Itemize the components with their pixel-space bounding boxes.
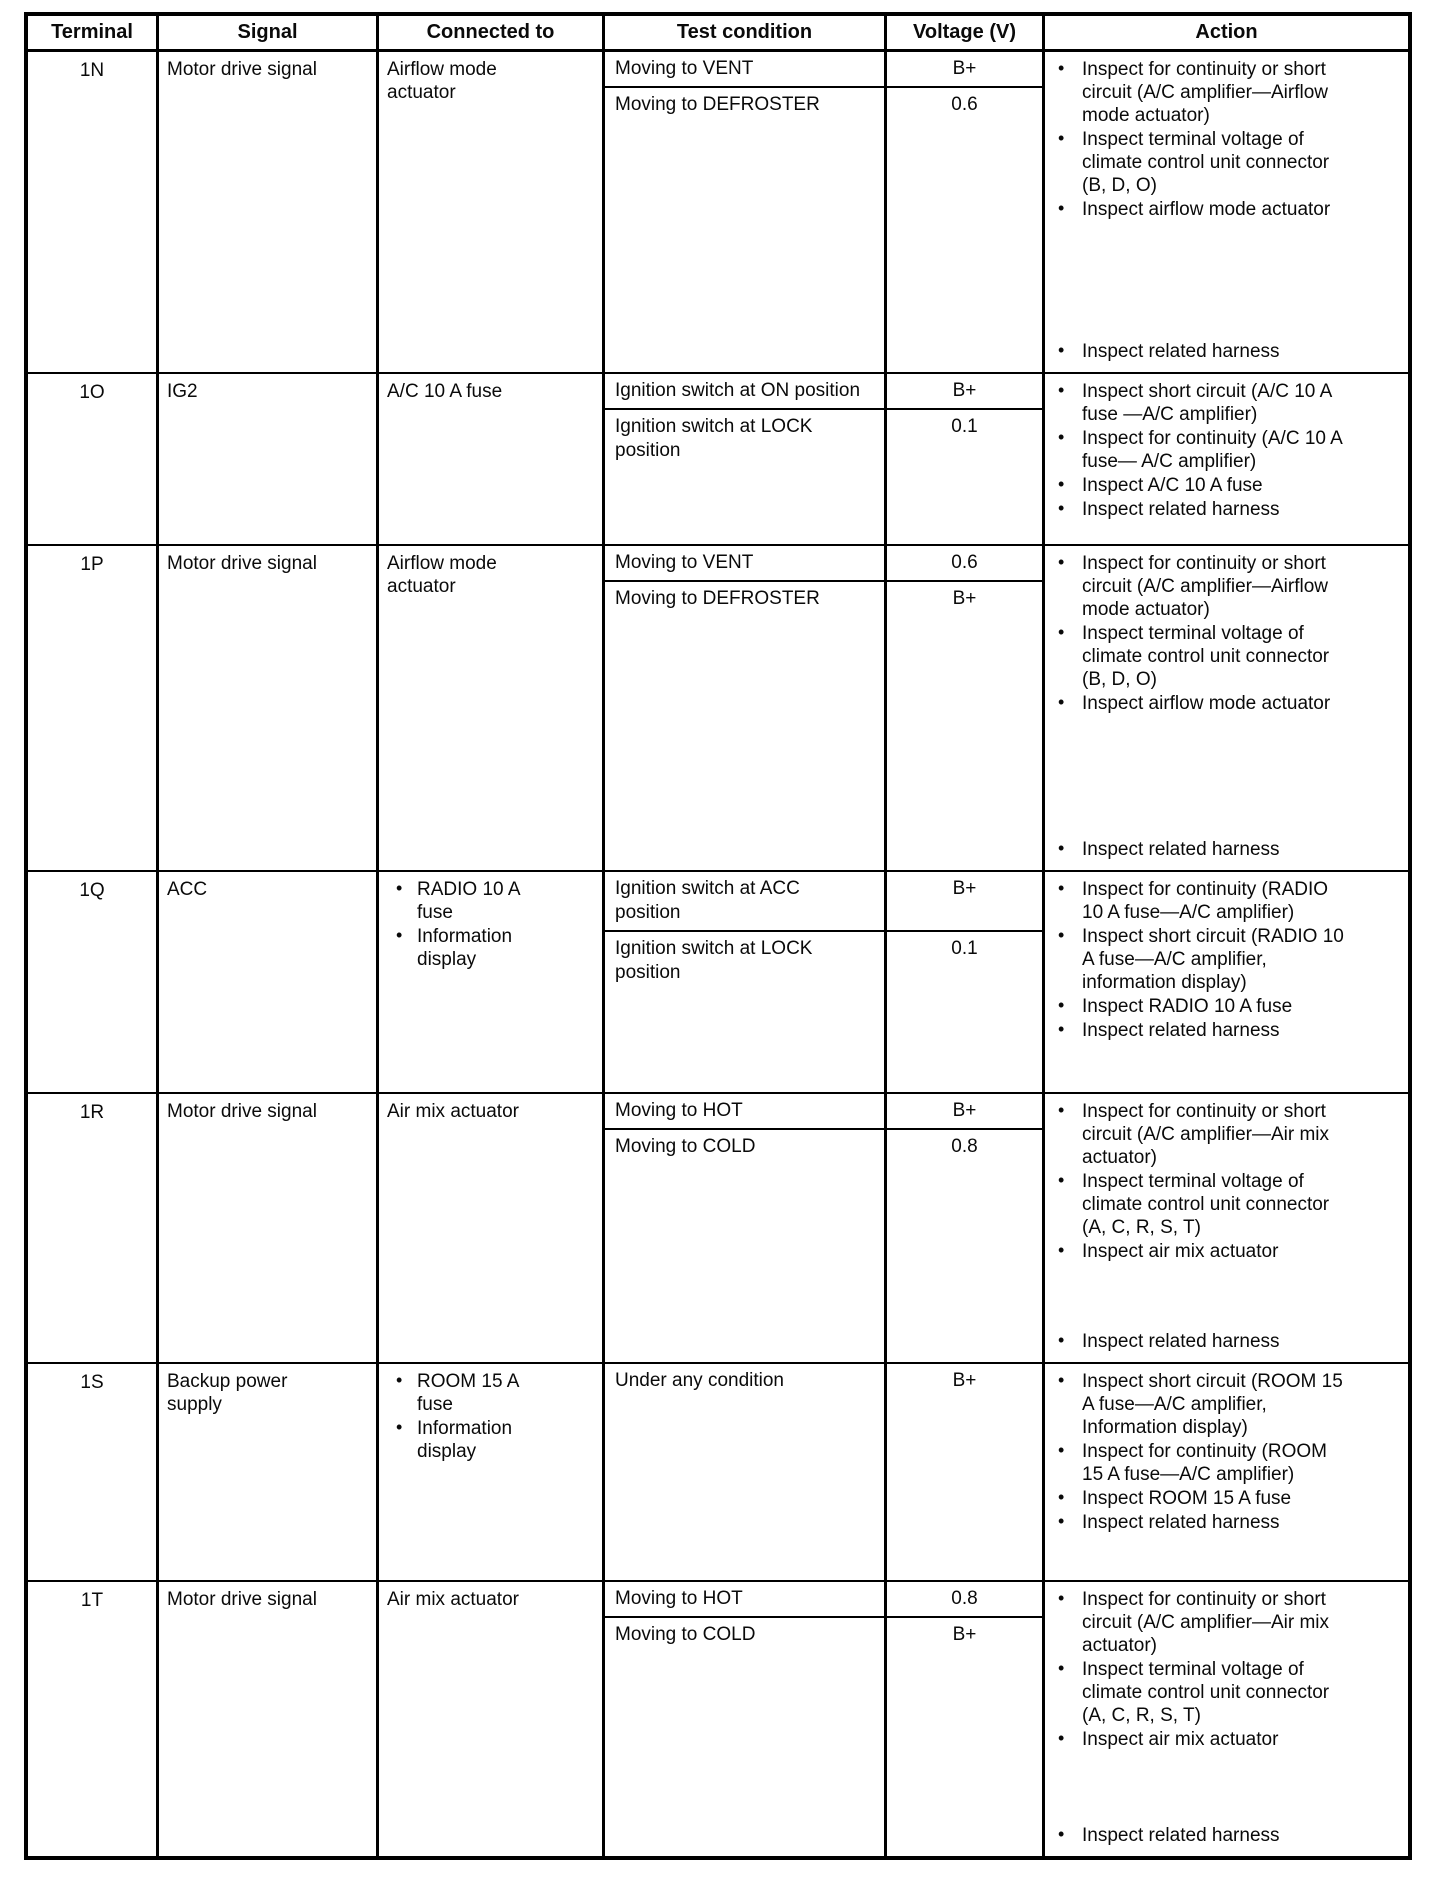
action-item <box>1045 128 1353 197</box>
action-item <box>1045 198 1353 221</box>
test-condition-cell: Moving to HOT <box>605 1582 887 1616</box>
test-condition-cell: Moving to VENT <box>605 546 887 580</box>
test-voltage-group <box>605 1364 1045 1580</box>
condition-subrow <box>605 932 1042 1092</box>
header-signal: Signal <box>159 16 379 49</box>
action-item <box>1045 1728 1353 1751</box>
action-list <box>1045 1588 1408 1752</box>
test-voltage-group <box>605 1094 1045 1362</box>
bullet-icon: • <box>1058 1019 1065 1039</box>
spacer <box>1045 716 1408 838</box>
header-action: Action <box>1195 21 1258 43</box>
action-list <box>1045 878 1408 1043</box>
action-cell <box>1045 1364 1408 1580</box>
bullet-icon: • <box>1058 474 1065 494</box>
bullet-icon: • <box>1058 498 1065 518</box>
action-item <box>1045 1487 1353 1510</box>
table-row <box>28 1582 1408 1856</box>
condition-subrow <box>605 1582 1042 1618</box>
terminal-cell: 1R <box>28 1094 159 1362</box>
action-list <box>1045 380 1408 522</box>
action-list <box>1045 58 1408 222</box>
table-header-row <box>28 16 1408 52</box>
action-item <box>1045 878 1353 924</box>
header-terminal: Terminal <box>28 16 159 49</box>
bullet-icon: • <box>1058 692 1065 712</box>
condition-subrow <box>605 1618 1042 1856</box>
signal-cell <box>159 872 379 1092</box>
connected-label: Airflow mode actuator <box>387 553 497 597</box>
bullet-icon: • <box>1058 622 1065 642</box>
voltage-cell: 0.8 <box>951 1136 978 1157</box>
bullet-icon: • <box>1058 1100 1065 1120</box>
action-item <box>1045 1019 1353 1042</box>
signal-label: Motor drive signal <box>167 1101 317 1122</box>
test-voltage-group <box>605 1582 1045 1856</box>
action-list <box>1045 552 1408 716</box>
action-item <box>1045 1658 1353 1727</box>
signal-cell <box>159 1364 379 1580</box>
action-list-bottom <box>1045 1330 1408 1354</box>
action-item-text: Inspect for continuity or short circuit (A/C amplifier—Air mix actuator) <box>1082 1589 1330 1656</box>
test-condition-cell: Moving to COLD <box>605 1618 887 1856</box>
voltage-cell: B+ <box>952 58 977 79</box>
test-condition-cell: Moving to VENT <box>605 52 887 86</box>
action-item <box>1045 1100 1353 1169</box>
signal-cell <box>159 52 379 372</box>
action-item-text: Inspect related harness <box>1082 341 1280 362</box>
voltage-cell: 0.6 <box>951 94 978 115</box>
condition-subrow <box>605 1364 1042 1580</box>
action-item-text: Inspect ROOM 15 A fuse <box>1082 1488 1292 1509</box>
condition-subrow <box>605 872 1042 932</box>
terminal-voltage-table <box>24 12 1412 1860</box>
condition-subrow <box>605 88 1042 372</box>
action-item <box>1045 1588 1353 1657</box>
action-item-text: Inspect related harness <box>1082 1825 1280 1846</box>
voltage-cell: B+ <box>952 588 977 609</box>
terminal-cell: 1P <box>28 546 159 870</box>
action-item-text: Inspect related harness <box>1082 1020 1280 1041</box>
signal-cell <box>159 1582 379 1856</box>
action-list-bottom <box>1045 838 1408 862</box>
action-item-text: Inspect for continuity or short circuit (A/C amplifier—Airflow mode actuator) <box>1082 553 1328 620</box>
action-item-text: Inspect for continuity (A/C 10 A fuse— A/C amplifier) <box>1082 428 1342 472</box>
bullet-icon: • <box>1058 1370 1065 1390</box>
terminal-cell: 1O <box>28 374 159 544</box>
terminal-cell: 1N <box>28 52 159 372</box>
action-item-text: Inspect air mix actuator <box>1082 1729 1279 1750</box>
bullet-icon: • <box>396 925 403 945</box>
condition-subrow <box>605 374 1042 410</box>
bullet-icon: • <box>1058 58 1065 78</box>
action-item <box>1045 1330 1353 1353</box>
test-voltage-group <box>605 872 1045 1092</box>
test-condition-cell: Under any condition <box>605 1364 887 1580</box>
table-row <box>28 374 1408 546</box>
action-item-text: Inspect terminal voltage of climate control unit connector (B, D, O) <box>1082 129 1330 196</box>
action-item-text: Inspect related harness <box>1082 499 1280 520</box>
action-item <box>1045 474 1353 497</box>
terminal-cell: 1Q <box>28 872 159 1092</box>
test-condition-cell: Ignition switch at LOCK position <box>605 932 887 1092</box>
voltage-cell: 0.1 <box>951 416 978 437</box>
action-item <box>1045 692 1353 715</box>
action-item <box>1045 1170 1353 1239</box>
action-item-text: Inspect related harness <box>1082 1512 1280 1533</box>
bullet-icon: • <box>1058 1440 1065 1460</box>
bullet-icon: • <box>1058 1511 1065 1531</box>
action-item-text: Inspect terminal voltage of climate control unit connector (B, D, O) <box>1082 623 1330 690</box>
condition-subrow <box>605 1130 1042 1362</box>
action-item-text: Inspect RADIO 10 A fuse <box>1082 996 1293 1017</box>
signal-cell <box>159 374 379 544</box>
action-item <box>1045 340 1353 363</box>
action-item-text: Inspect short circuit (ROOM 15 A fuse—A/C amplifier, Information display) <box>1082 1371 1343 1438</box>
test-voltage-group <box>605 52 1045 372</box>
voltage-cell: 0.8 <box>951 1588 978 1609</box>
connected-label: Air mix actuator <box>387 1101 519 1122</box>
action-item-text: Inspect airflow mode actuator <box>1082 199 1331 220</box>
connected-label: Airflow mode actuator <box>387 59 497 103</box>
connected-item <box>387 878 594 924</box>
connected-label: A/C 10 A fuse <box>387 381 503 402</box>
action-item-text: Inspect for continuity or short circuit (A/C amplifier—Air mix actuator) <box>1082 1101 1330 1168</box>
action-item-text: Inspect airflow mode actuator <box>1082 693 1331 714</box>
action-cell <box>1045 546 1408 870</box>
action-item-text: Inspect short circuit (A/C 10 A fuse —A/C amplifier) <box>1082 381 1332 425</box>
signal-label: Motor drive signal <box>167 1589 317 1610</box>
action-cell <box>1045 374 1408 544</box>
action-item-text: Inspect for continuity (RADIO 10 A fuse—A/C amplifier) <box>1082 879 1329 923</box>
test-voltage-group <box>605 374 1045 544</box>
action-item <box>1045 1511 1353 1534</box>
action-item-text: Inspect related harness <box>1082 1331 1280 1352</box>
test-condition-cell: Moving to HOT <box>605 1094 887 1128</box>
test-condition-cell: Ignition switch at ACC position <box>605 872 887 930</box>
action-item-text: Inspect terminal voltage of climate control unit connector (A, C, R, S, T) <box>1082 1171 1330 1238</box>
voltage-cell: B+ <box>952 878 977 899</box>
condition-subrow <box>605 410 1042 544</box>
test-condition-cell: Moving to DEFROSTER <box>605 582 887 870</box>
bullet-icon: • <box>1058 1330 1065 1350</box>
signal-label: Motor drive signal <box>167 59 317 80</box>
table-row <box>28 1364 1408 1582</box>
action-cell <box>1045 52 1408 372</box>
test-condition-cell: Ignition switch at ON position <box>605 374 887 408</box>
action-item-text: Inspect A/C 10 A fuse <box>1082 475 1263 496</box>
test-condition-cell: Ignition switch at LOCK position <box>605 410 887 544</box>
action-list <box>1045 1100 1408 1264</box>
bullet-icon: • <box>1058 995 1065 1015</box>
action-item <box>1045 380 1353 426</box>
voltage-cell: B+ <box>952 1624 977 1645</box>
spacer <box>1045 1752 1408 1824</box>
connected-to-cell <box>379 1094 605 1362</box>
connected-to-cell <box>379 1364 605 1580</box>
action-item <box>1045 498 1353 521</box>
connected-item-text: RADIO 10 A fuse <box>417 879 520 923</box>
spacer <box>1045 1264 1408 1330</box>
action-item <box>1045 1440 1353 1486</box>
bullet-icon: • <box>1058 925 1065 945</box>
bullet-icon: • <box>1058 1487 1065 1507</box>
spacer <box>1045 1043 1408 1084</box>
table-row <box>28 1094 1408 1364</box>
bullet-icon: • <box>1058 1728 1065 1748</box>
voltage-cell: B+ <box>952 1370 977 1391</box>
signal-cell <box>159 546 379 870</box>
table-row <box>28 52 1408 374</box>
condition-subrow <box>605 546 1042 582</box>
bullet-icon: • <box>1058 128 1065 148</box>
spacer <box>1045 522 1408 536</box>
action-item <box>1045 58 1353 127</box>
action-item <box>1045 838 1353 861</box>
header-connected-to: Connected to <box>379 16 605 49</box>
action-list-bottom <box>1045 1824 1408 1848</box>
test-condition-cell: Moving to COLD <box>605 1130 887 1362</box>
voltage-cell: 0.6 <box>951 552 978 573</box>
action-item <box>1045 622 1353 691</box>
table-row <box>28 872 1408 1094</box>
action-item <box>1045 1824 1353 1847</box>
bullet-icon: • <box>1058 1170 1065 1190</box>
connected-item <box>387 1370 594 1416</box>
connected-item-text: Information display <box>417 926 513 970</box>
action-item-text: Inspect air mix actuator <box>1082 1241 1279 1262</box>
action-list-bottom <box>1045 340 1408 364</box>
bullet-icon: • <box>1058 380 1065 400</box>
bullet-icon: • <box>1058 1588 1065 1608</box>
bullet-icon: • <box>396 1370 403 1390</box>
voltage-cell: B+ <box>952 1100 977 1121</box>
action-cell <box>1045 1094 1408 1362</box>
action-item <box>1045 552 1353 621</box>
condition-subrow <box>605 52 1042 88</box>
voltage-cell: B+ <box>952 380 977 401</box>
bullet-icon: • <box>1058 340 1065 360</box>
action-cell <box>1045 872 1408 1092</box>
connected-to-cell <box>379 374 605 544</box>
bullet-icon: • <box>1058 878 1065 898</box>
signal-label: IG2 <box>167 381 198 402</box>
signal-label: ACC <box>167 879 208 900</box>
terminal-cell: 1T <box>28 1582 159 1856</box>
action-item-text: Inspect for continuity or short circuit (A/C amplifier—Airflow mode actuator) <box>1082 59 1328 126</box>
action-item <box>1045 925 1353 994</box>
bullet-icon: • <box>396 878 403 898</box>
table-body <box>28 52 1408 1856</box>
action-item <box>1045 427 1353 473</box>
bullet-icon: • <box>1058 552 1065 572</box>
signal-label: Backup power supply <box>167 1371 288 1415</box>
spacer <box>1045 222 1408 340</box>
action-item <box>1045 995 1353 1018</box>
test-condition-cell: Moving to DEFROSTER <box>605 88 887 372</box>
action-item-text: Inspect for continuity (ROOM 15 A fuse—A/C amplifier) <box>1082 1441 1327 1485</box>
action-item <box>1045 1240 1353 1263</box>
connected-to-cell <box>379 546 605 870</box>
bullet-icon: • <box>396 1417 403 1437</box>
test-voltage-group <box>605 546 1045 870</box>
table-row <box>28 546 1408 872</box>
condition-subrow <box>605 1094 1042 1130</box>
action-item-text: Inspect terminal voltage of climate control unit connector (A, C, R, S, T) <box>1082 1659 1330 1726</box>
terminal-cell: 1S <box>28 1364 159 1580</box>
spacer <box>1045 1535 1408 1572</box>
voltage-cell: 0.1 <box>951 938 978 959</box>
signal-cell <box>159 1094 379 1362</box>
action-item <box>1045 1370 1353 1439</box>
condition-subrow <box>605 582 1042 870</box>
connected-item-text: ROOM 15 A fuse <box>417 1371 519 1415</box>
connected-item <box>387 925 594 971</box>
header-test-condition: Test condition <box>605 16 887 49</box>
header-voltage: Voltage (V) <box>887 16 1045 49</box>
action-item-text: Inspect short circuit (RADIO 10 A fuse—A/C amplifier, information display) <box>1082 926 1344 993</box>
action-item-text: Inspect related harness <box>1082 839 1280 860</box>
signal-label: Motor drive signal <box>167 553 317 574</box>
action-list <box>1045 1370 1408 1535</box>
action-cell <box>1045 1582 1408 1856</box>
connected-to-cell <box>379 1582 605 1856</box>
bullet-icon: • <box>1058 427 1065 447</box>
connected-to-cell <box>379 872 605 1092</box>
bullet-icon: • <box>1058 1824 1065 1844</box>
bullet-icon: • <box>1058 838 1065 858</box>
bullet-icon: • <box>1058 198 1065 218</box>
connected-item <box>387 1417 594 1463</box>
connected-label: Air mix actuator <box>387 1589 519 1610</box>
connected-item-text: Information display <box>417 1418 513 1462</box>
bullet-icon: • <box>1058 1240 1065 1260</box>
connected-to-cell <box>379 52 605 372</box>
bullet-icon: • <box>1058 1658 1065 1678</box>
